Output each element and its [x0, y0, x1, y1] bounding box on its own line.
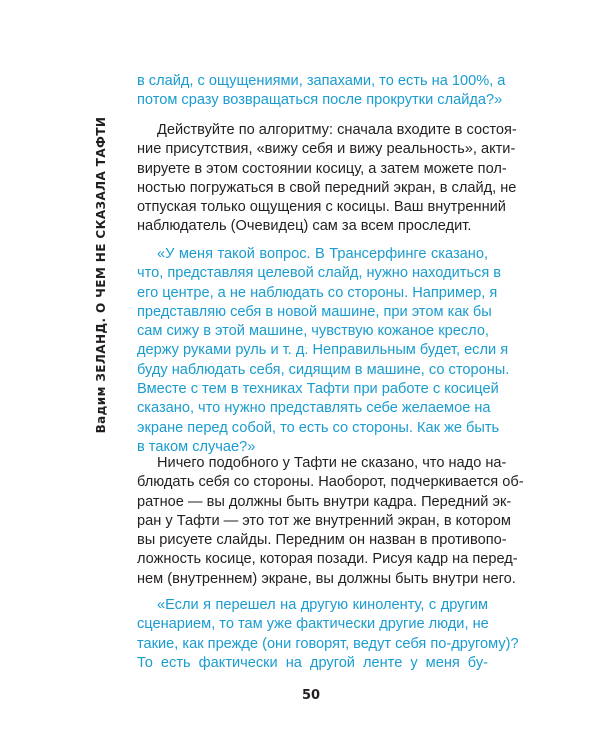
text-line: «Если я перешел на другую киноленту, с другим	[157, 597, 488, 613]
text-line: Вместе с тем в техниках Тафти при работе с косицей	[137, 381, 499, 398]
question-paragraph	[137, 72, 506, 111]
text-line: потом сразу возвращаться после прокрутки слайда?»	[137, 92, 503, 109]
text-line: отпуская только ощущения с косицы. Ваш внутренний	[137, 199, 506, 216]
question-paragraph	[137, 596, 519, 673]
text-line: ран у Тафти — это тот же внутренний экран, в котором	[137, 512, 511, 529]
text-line: его центре, а не наблюдать со стороны. Например, я	[137, 284, 498, 301]
text-line: Ничего подобного у Тафти не сказано, что надо на-	[157, 455, 507, 471]
text-line: в таком случае?»	[137, 438, 256, 455]
text-line: Действуйте по алгоритму: сначала входите в состоя-	[157, 122, 517, 138]
answer-paragraph	[137, 454, 524, 589]
text-line: ложность косице, которая позади. Рисуя кадр на перед-	[137, 551, 518, 568]
text-line: ратное — вы должны быть внутри кадра. Передний эк-	[137, 493, 512, 510]
text-line: сказано, что нужно представлять себе желаемое на	[137, 400, 491, 417]
text-line: такие, как прежде (они говорят, ведут себя по-другому)?	[137, 635, 519, 652]
text-line: вируете в этом состоянии косицу, а затем можете пол-	[137, 160, 507, 177]
text-line: ние присутствия, «вижу себя и вижу реальность», акти-	[137, 141, 516, 158]
page-number: 50	[301, 688, 321, 703]
text-line: буду наблюдать себя, сидящим в машине, со стороны.	[137, 361, 510, 378]
text-line: нем (внутреннем) экране, вы должны быть внутри него.	[137, 570, 516, 587]
text-line: вы рисуете слайды. Передним он назван в противопо-	[137, 532, 507, 549]
text-line: блюдать себя со стороны. Наоборот, подчеркивается об-	[137, 474, 524, 491]
running-head: Вадим ЗЕЛАНД. О ЧЕМ НЕ СКАЗАЛА ТАФТИ	[94, 116, 108, 434]
text-line: ностью погружаться в свой передний экран, в слайд, не	[137, 179, 517, 196]
text-line: представляю себя в новой машине, при этом как бы	[137, 303, 492, 320]
text-line: экране перед собой, то есть со стороны. Как же быть	[137, 419, 500, 436]
text-line: «У меня такой вопрос. В Трансерфинге сказано,	[157, 246, 488, 262]
text-line: сценарием, то там уже фактически другие люди, не	[137, 616, 489, 633]
answer-paragraph	[137, 121, 517, 237]
text-line: То есть фактически на другой ленте у меня бу-	[137, 654, 488, 671]
question-paragraph	[137, 245, 510, 457]
text-line: что, представляя целевой слайд, нужно находиться в	[137, 265, 502, 282]
text-line: в слайд, с ощущениями, запахами, то есть на 100%, а	[137, 73, 506, 89]
text-line: держу руками руль и т. д. Неправильным будет, если я	[137, 342, 509, 359]
text-line: наблюдатель (Очевидец) сам за всем проследит.	[137, 218, 472, 235]
text-line: сам сижу в этой машине, чувствую кожаное кресло,	[137, 323, 489, 340]
